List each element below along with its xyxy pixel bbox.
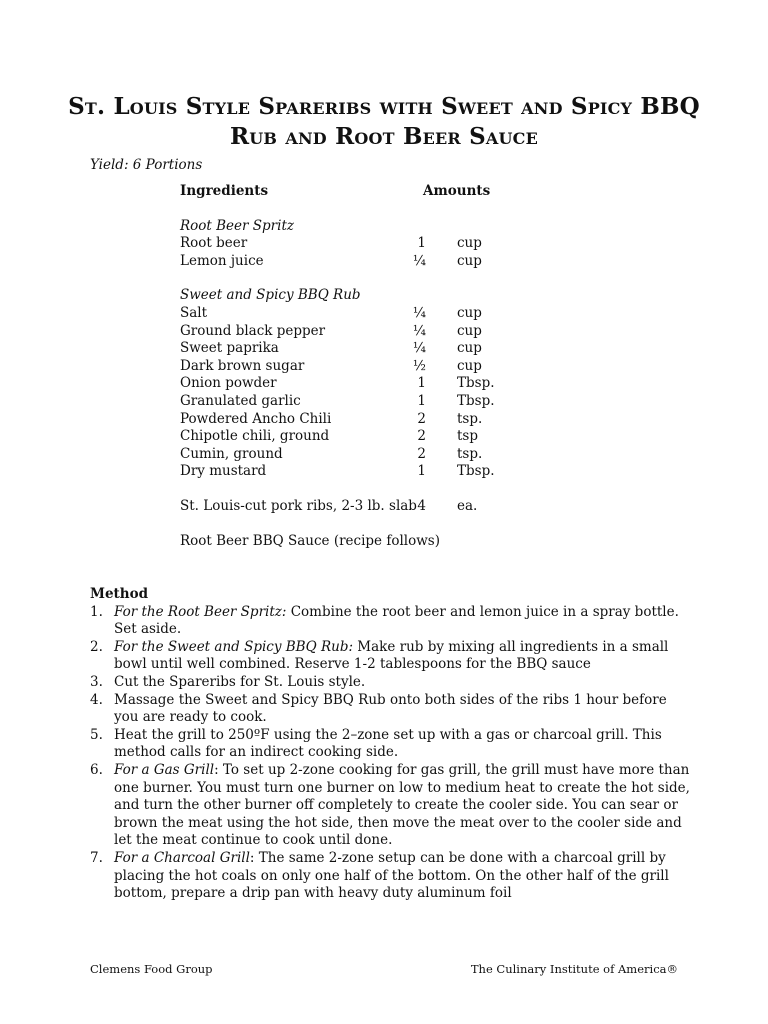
ingredient-qty: 2 <box>417 428 426 445</box>
ingredients-column-header: Ingredients <box>180 183 269 199</box>
ingredient-name: Granulated garlic <box>180 392 301 409</box>
ingredient-name: Dry mustard <box>180 463 267 480</box>
step-number: 2. <box>90 638 103 655</box>
step-text: Cut the Spareribs for St. Louis style. <box>114 673 366 690</box>
ingredient-name: St. Louis-cut pork ribs, 2-3 lb. slab <box>180 497 417 514</box>
step-text: Massage the Sweet and Spicy BBQ Rub onto both sides of the ribs 1 hour before you are ready to cook. <box>114 691 667 726</box>
ribs-row <box>180 498 520 516</box>
title-line-2: Rub and Root Beer Sauce <box>229 123 539 150</box>
sauce-row: Root Beer BBQ Sauce (recipe follows) <box>180 532 440 549</box>
ingredient-unit: tsp. <box>457 410 483 427</box>
rub-list <box>180 305 520 481</box>
ingredient-name: Cumin, ground <box>180 445 283 462</box>
step-lead: For the Root Beer Spritz: <box>114 603 287 620</box>
ingredient-name: Powdered Ancho Chili <box>180 410 332 427</box>
ingredient-qty: ¼ <box>412 340 426 357</box>
ingredient-name: Root beer <box>180 235 248 252</box>
footer-right: The Culinary Institute of America® <box>470 962 678 976</box>
amounts-column-header: Amounts <box>423 183 491 199</box>
method-step <box>90 762 690 850</box>
footer-left: Clemens Food Group <box>90 962 213 976</box>
step-lead: For a Gas Grill <box>114 761 215 778</box>
ingredient-unit: Tbsp. <box>457 463 495 480</box>
ingredient-unit: tsp. <box>457 445 483 462</box>
ingredient-name: Chipotle chili, ground <box>180 428 330 445</box>
ingredient-qty: 2 <box>417 445 426 462</box>
ingredient-unit: Tbsp. <box>457 375 495 392</box>
ingredient-unit: cup <box>457 340 482 357</box>
step-text: Combine the root beer and lemon juice in a spray bottle. Set aside. <box>114 603 679 638</box>
step-number: 7. <box>90 849 103 866</box>
step-text: : To set up 2-zone cooking for gas grill, the grill must have more than one burner. You must turn one burner on low to medium heat to create the hot side, and turn the other burner off completely to create the cooler side. You can sear or brown the meat using the hot side, then move the meat over to the cooler side and let the meat continue to cook until done. <box>114 761 690 849</box>
step-number: 1. <box>90 603 103 620</box>
method-step <box>90 727 690 762</box>
ingredient-qty: 2 <box>417 410 426 427</box>
ingredient-unit: tsp <box>457 428 478 445</box>
step-number: 6. <box>90 761 103 778</box>
ingredient-unit: Tbsp. <box>457 392 495 409</box>
ingredient-name: Sweet paprika <box>180 340 279 357</box>
title-line-1: St. Louis Style Spareribs with Sweet and Spicy BBQ <box>68 93 700 120</box>
step-text: : The same 2-zone setup can be done with a charcoal grill by placing the hot coals on only one half of the bottom. On the other half of the grill bottom, prepare a drip pan with heavy duty aluminum foil <box>114 849 669 902</box>
method-step <box>90 639 690 674</box>
step-number: 3. <box>90 673 103 690</box>
ingredients-header <box>180 183 520 201</box>
ingredient-row <box>180 253 520 271</box>
ingredient-qty: ¼ <box>412 252 426 269</box>
ingredient-row <box>180 235 520 253</box>
ingredient-name: Dark brown sugar <box>180 357 305 374</box>
ingredient-row <box>180 463 520 481</box>
ingredient-row <box>180 411 520 429</box>
ingredient-row <box>180 305 520 323</box>
ingredient-unit: cup <box>457 252 482 269</box>
method-step <box>90 692 690 727</box>
method-title: Method <box>90 586 149 602</box>
rub-section-title: Sweet and Spicy BBQ Rub <box>180 287 361 304</box>
method-steps <box>90 604 690 903</box>
ingredient-row <box>180 340 520 358</box>
ingredient-qty: ¼ <box>412 304 426 321</box>
ingredient-qty: 1 <box>417 392 426 409</box>
ingredient-row <box>180 358 520 376</box>
method-step <box>90 604 690 639</box>
step-number: 5. <box>90 726 103 743</box>
yield-text: Yield: 6 Portions <box>90 157 203 173</box>
step-text: Make rub by mixing all ingredients in a small bowl until well combined. Reserve 1-2 tablespoons for the BBQ sauce <box>114 638 669 673</box>
ingredient-name: Lemon juice <box>180 252 264 269</box>
ingredient-name: Salt <box>180 304 208 321</box>
ingredient-unit: cup <box>457 304 482 321</box>
method-step <box>90 850 690 903</box>
ingredient-name: Ground black pepper <box>180 322 326 339</box>
ingredient-qty: 1 <box>417 463 426 480</box>
method-step <box>90 674 690 692</box>
ingredient-qty: 4 <box>417 497 426 514</box>
ingredient-qty: ½ <box>412 357 426 374</box>
ingredient-unit: cup <box>457 235 482 252</box>
ingredient-qty: 1 <box>417 375 426 392</box>
spritz-list <box>180 235 520 270</box>
method-section <box>90 586 690 903</box>
ingredient-row <box>180 428 520 446</box>
recipe-title <box>60 92 708 152</box>
ingredient-row <box>180 323 520 341</box>
ingredient-name: Onion powder <box>180 375 277 392</box>
ingredient-row <box>180 446 520 464</box>
ingredient-qty: ¼ <box>412 322 426 339</box>
ingredient-qty: 1 <box>417 235 426 252</box>
ingredient-unit: ea. <box>457 497 478 514</box>
ingredient-unit: cup <box>457 322 482 339</box>
step-number: 4. <box>90 691 103 708</box>
ingredient-row <box>180 375 520 393</box>
step-text: Heat the grill to 250ºF using the 2–zone set up with a gas or charcoal grill. This method calls for an indirect cooking side. <box>114 726 662 761</box>
ingredient-unit: cup <box>457 357 482 374</box>
ingredient-row <box>180 393 520 411</box>
spritz-section-title: Root Beer Spritz <box>180 217 294 234</box>
ingredients-table <box>180 183 520 550</box>
step-lead: For a Charcoal Grill <box>114 849 250 866</box>
step-lead: For the Sweet and Spicy BBQ Rub: <box>114 638 354 655</box>
